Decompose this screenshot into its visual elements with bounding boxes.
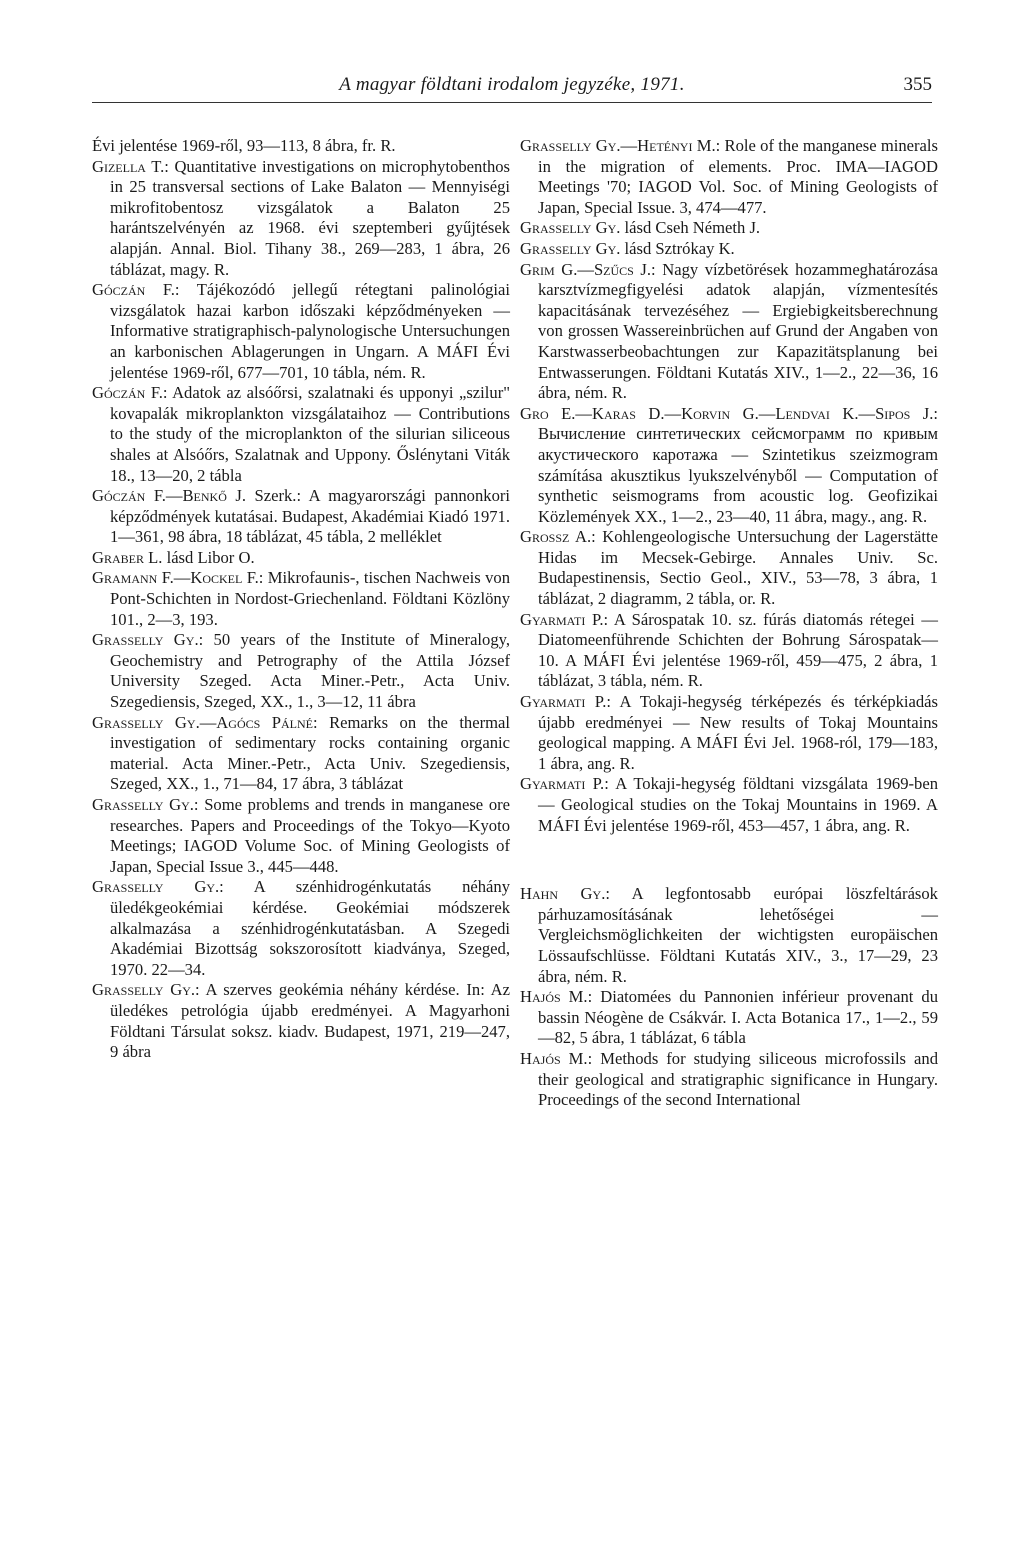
bibliography-entry [92,280,510,383]
entry-author: Grasselly Gy. [92,877,220,897]
bibliography-entry [92,568,510,630]
running-title: A magyar földtani irodalom jegyzéke, 1971. [339,74,685,95]
entry-text: : Kohlengeologische Untersuchung der Lagerstätte Hidas im Mecsek-Gebirge. Annales Univ. Sc. Budapestinensis, Sectio Geol., XIV., 53—78, 3 ábra, 1 táblázat, 2 diagramm, 2 tábla, or. R. [538,527,939,609]
entry-author: Grasselly Gy.—Agócs Pálné [92,712,313,732]
bibliography-entry [520,239,938,260]
entry-text: : Nagy vízbetörések hozammeghatározása karsztvízmegfigyelési adatok alapján, vízmentesítés kapacitásának tervezéséhez — Ergiebigkeitsberechnung von grossen Wassereinbrüchen auf Grund der Angaben von Karstwasserbeobachtungen zur Kapazitätsplanung bei Entwasserungen. Földtani Kutatás XIV., 1—2., 22—36, 16 ábra, ném. R. [538,259,938,403]
bibliography-entry [92,136,510,157]
entry-author: Góczán F. [92,280,175,300]
bibliography-entry [92,157,510,281]
bibliography-entry [520,136,938,218]
entry-author: Hajós M. [520,1048,588,1068]
entry-text: : Mikrofaunis-, tischen Nachweis von Pont-Schichten in Nordost-Griechenland. Földtani Közlöny 101., 2—3, 193. [110,568,510,629]
entry-text: : Quantitative investigations on microphytobenthos in 25 transversal sections of Lake Balaton — Mennyiségi mikrofitobentosz vizsgálatok a Balaton 25 harántszelvényén az 1968. évi szeptemberi gyűjtések alapján. Annal. Biol. Tihany 38., 269—283, 1 ábra, 26 táblázat, magy. R. [110,156,511,279]
entry-author: Grasselly Gy. [92,795,194,814]
bibliography-entry [92,980,510,1062]
bibliography-entry [520,774,938,836]
bibliography-entry [520,884,938,987]
entry-text: : Methods for studying siliceous microfossils and their geological and stratigraphic significance in Hungary. Proceedings of the second International [538,1048,938,1110]
bibliography-entry [520,218,938,239]
entry-text: : A Tokaji-hegység térképezés és térképkiadás újabb eredményei — New results of Tokaj Mountains geological mapping. A MÁFI Évi Jel. 1968-ról, 179—183, 1 ábra, ang. R. [538,692,939,773]
entry-text: lásd Sztrókay K. [620,238,735,258]
entry-text: : Diatomées du Pannonien inférieur provenant du bassin Néogène de Csákvár. I. Acta Botanica 17., 1—2., 59—82, 5 ábra, 1 táblázat, 6 tábla [538,987,938,1048]
entry-text: : A Sárospatak 10. sz. fúrás diatomás rétegei — Diatomeenführende Schichten der Bohrung Sárospatak—10. A MÁFI Évi jelentése 1969-ről, 459—475, 2 ábra, 1 táblázat, 3 tábla, ném. R. [538,609,938,691]
page-number: 355 [903,74,932,95]
entry-text: : A szerves geokémia néhány kérdése. In: Az üledékes petrológia újabb eredményei. A Magyarhoni Földtani Társulat soksz. kiadv. Budapest, 1971, 219—247, 9 ábra [110,980,510,1062]
entry-author: Gyarmati P. [520,692,607,712]
right-column [520,136,938,1111]
entry-author: Grossz A. [520,527,592,547]
entry-text: : A szénhidrogénkutatás néhány üledékgeokémiai kérdése. Geokémiai módszerek alkalmazása a szénhidrogénkutatásban. A Szegedi Akadémiai Bizottság sokszorosított kiadványa, Szeged, 1970. 22—34. [110,877,510,979]
page-header [92,72,932,103]
bibliography-entry [92,713,510,795]
entry-text: : 50 years of the Institute of Mineralogy, Geochemistry and Petrography of the Attila József University Szeged. Acta Miner.-Petr., Acta Univ. Szegediensis, Szeged, XX., 1., 3—12, 11 ábra [110,630,511,712]
entry-text: Évi jelentése 1969-ről, 93—113, 8 ábra, fr. R. [92,136,396,155]
bibliography-entry [92,877,510,980]
bibliography-entry [520,1049,938,1111]
bibliography-entry [520,987,938,1049]
bibliography-entry [520,527,938,609]
bibliography-entry [520,610,938,692]
entry-text: : Role of the manganese minerals in the migration of elements. Proc. IMA—IAGOD Meetings '70; IAGOD Vol. Soc. of Mining Geologists of Japan, Special Issue. 3, 474—477. [538,136,938,217]
bibliography-entry [520,692,938,774]
entry-author: Grim G.—Szűcs J. [520,259,652,279]
entry-author: Graber L. [92,547,163,567]
bibliography-entry [520,260,938,404]
entry-text: : Вычисление синтетических сейсмограмм по кривым акустического каротажа — Szintetikus szeizmogram számítása akusztikus lyukszelvényből — Computation of synthetic seismograms from acoustic log. Geofizikai Közlemények XX., 1—2., 23—40, 11 ábra, magy., ang. R. [538,403,938,526]
entry-author: Gizella T. [92,156,165,176]
entry-author: Gyarmati P. [520,774,605,794]
entry-author: Hahn Gy. [520,884,606,904]
entry-text: lásd Cseh Németh J. [620,218,761,238]
entry-author: Góczán F.—Benkő J. [92,486,246,506]
entry-text: : Adatok az alsóőrsi, szalatnaki és upponyi „szilur" kovapalák mikroplankton vizsgálataihoz — Contributions to the study of the microplankton of the silurian siliceous shales at Alsóőrs, Szalatnak and Uppony. Őslénytani Viták 18., 13—20, 2 tábla [110,383,510,485]
bibliography-entry [92,383,510,486]
entry-author: Gyarmati P. [520,609,604,629]
entry-author: Grasselly Gy.—Hetényi M. [520,136,716,155]
entry-author: Grasselly Gy. [92,980,196,1000]
entry-author: Grasselly Gy. [520,238,621,258]
left-column [92,136,510,1063]
entry-text: : A legfontosabb európai löszfeltárások párhuzamosításának lehetőségei — Vergleichsmöglichkeiten der wichtigsten europäischen Lössaufschlüsse. Földtani Kutatás XIV., 3., 17—29, 23 ábra, ném. R. [538,884,938,986]
entry-author: Hajós M. [520,987,588,1007]
entry-text: Szerk.: A magyarországi pannonkori képződmények kutatásai. Budapest, Akadémiai Kiadó 1971. 1—361, 98 ábra, 18 táblázat, 45 tábla, 2 melléklet [110,486,510,547]
entry-author: Gramann F.—Kockel F. [92,568,259,588]
entry-author: Góczán F. [92,383,163,403]
entry-author: Grasselly Gy. [92,630,199,650]
bibliography-entry [92,548,510,569]
entry-author: Grasselly Gy. [520,218,621,238]
entry-author: Gro E.—Karas D.—Korvin G.—Lendvai K.—Sipos J. [520,403,934,423]
entry-text: lásd Libor O. [162,547,255,567]
bibliography-entry [92,795,510,877]
bibliography-entry [92,630,510,712]
bibliography-entry [92,486,510,548]
entry-text: : Tájékozódó jellegű rétegtani palinológiai vizsgálatok hazai karbon időszaki képződményeken — Informative stratigraphisch-palynologische Untersuchungen an karbonischen Ablagerungen in Ungarn. A MÁFI Évi jelentése 1969-ről, 677—701, 10 tábla, ném. R. [110,280,510,382]
entry-text: : Some problems and trends in manganese ore researches. Papers and Proceedings of the Tokyo—Kyoto Meetings; IAGOD Volume Soc. of Mining Geologists of Japan, Special Issue 3., 445—448. [110,795,511,876]
entry-text: : A Tokaji-hegység földtani vizsgálata 1969-ben — Geological studies on the Tokaj Mountains in 1969. A MÁFI Évi jelentése 1969-ről, 453—457, 1 ábra, ang. R. [538,774,939,835]
entry-text: : Remarks on the thermal investigation of sedimentary rocks containing organic material. Acta Miner.-Petr., Acta Univ. Szegediensis, Szeged, XX., 1., 71—84, 17 ábra, 3 táblázat [110,712,510,794]
bibliography-entry [520,404,938,528]
